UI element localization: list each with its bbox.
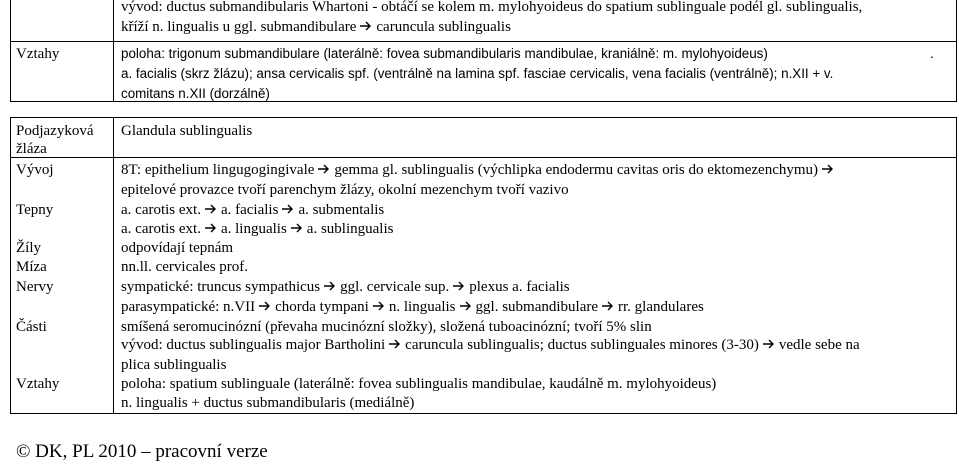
arrow-right-icon xyxy=(601,300,615,312)
top-vyvod-line1: vývod: ductus submandibularis Whartoni - obtáčí se kolem m. mylohyoideus do spatium sublinguale podél gl. sublingualis, xyxy=(121,0,863,15)
top-table-left-border xyxy=(10,0,11,102)
vyvoj-line1 xyxy=(121,160,838,180)
nervy-2e: rr. glandulares xyxy=(618,299,704,315)
top-vyvod-line2 xyxy=(121,17,511,37)
casti-line3: plica sublingualis xyxy=(121,357,227,373)
arrow-right-icon xyxy=(204,222,218,234)
top-vztahy-label: Vztahy xyxy=(16,46,60,62)
arrow-right-icon xyxy=(317,163,331,175)
arrow-right-icon xyxy=(821,163,835,175)
vyvoj-label: Vývoj xyxy=(16,162,54,178)
vztahy-label: Vztahy xyxy=(16,376,60,392)
miza-label: Míza xyxy=(16,259,47,275)
arrow-right-icon xyxy=(359,20,373,32)
top-table-col-divider xyxy=(113,0,114,102)
arrow-right-icon xyxy=(388,338,402,350)
tepny-2c: a. sublingualis xyxy=(306,221,394,237)
vyvoj-1a: 8T: epithelium lingugogingivale xyxy=(121,162,315,178)
top-table-right-border xyxy=(956,0,957,102)
arrow-right-icon xyxy=(452,280,466,292)
tepny-1c: a. submentalis xyxy=(298,202,385,218)
arrow-right-icon xyxy=(204,203,218,215)
top-vztahy-line1: poloha: trigonum submandibulare (laterálně: fovea submandibularis mandibulae, kraniálně: m. mylohyoideus) xyxy=(121,46,768,61)
nervy-line1 xyxy=(121,277,570,297)
nervy-1a: sympatické: truncus sympathicus xyxy=(121,279,321,295)
tepny-2a: a. carotis ext. xyxy=(121,221,201,237)
nervy-2a: parasympatické: n.VII xyxy=(121,299,256,315)
casti-line1: smíšená seromucinózní (převaha mucinózní složky), složená tuboacinózní; tvoří 5% slin xyxy=(121,319,652,335)
casti-line2 xyxy=(121,335,860,355)
zily-value: odpovídají tepnám xyxy=(121,240,234,256)
arrow-right-icon xyxy=(459,300,473,312)
arrow-right-icon xyxy=(290,222,304,234)
zily-label: Žíly xyxy=(16,240,41,256)
copyright-footer: © DK, PL 2010 – pracovní verze xyxy=(16,441,268,462)
nervy-2b: chorda tympani xyxy=(275,299,369,315)
vyvoj-line2: epitelové provazce tvoří parenchym žlázy, okolní mezenchym tvoří vazivo xyxy=(121,182,569,198)
arrow-right-icon xyxy=(762,338,776,350)
vztahy-line2: n. lingualis + ductus submandibularis (mediálně) xyxy=(121,395,415,411)
top-table-row-divider xyxy=(10,41,957,42)
casti-2a: vývod: ductus sublingualis major Bartholini xyxy=(121,337,386,353)
tepny-1a: a. carotis ext. xyxy=(121,202,201,218)
top-vyvod-line2-b: caruncula sublingualis xyxy=(376,19,511,35)
title-value: Glandula sublingualis xyxy=(121,123,253,139)
nervy-1b: ggl. cervicale sup. xyxy=(340,279,450,295)
bottom-table-right-border xyxy=(956,117,957,414)
casti-2c: vedle sebe na xyxy=(778,337,860,353)
casti-2b: caruncula sublingualis; ductus sublinguales minores (3-30) xyxy=(405,337,759,353)
bottom-table-top-border xyxy=(10,117,957,118)
nervy-2d: ggl. submandibulare xyxy=(475,299,599,315)
tepny-label: Tepny xyxy=(16,202,54,218)
title-label-2: žláza xyxy=(16,141,47,157)
top-vztahy-line3: comitans n.XII (dorzálně) xyxy=(121,86,270,101)
vztahy-line1: poloha: spatium sublinguale (laterálně: fovea sublingualis mandibulae, kaudálně m. mylohyoideus) xyxy=(121,376,717,392)
bottom-table-title-divider xyxy=(10,157,957,158)
arrow-right-icon xyxy=(281,203,295,215)
bottom-table-bottom-border xyxy=(10,413,957,414)
top-vyvod-line2-a: kříží n. lingualis u ggl. submandibulare xyxy=(121,19,357,35)
casti-label: Části xyxy=(16,319,47,335)
tepny-line1 xyxy=(121,200,384,220)
tepny-line2 xyxy=(121,219,393,239)
arrow-right-icon xyxy=(372,300,386,312)
tepny-2b: a. lingualis xyxy=(220,221,287,237)
miza-value: nn.ll. cervicales prof. xyxy=(121,259,249,275)
title-label-1: Podjazyková xyxy=(16,123,94,139)
tepny-1b: a. facialis xyxy=(220,202,279,218)
arrow-right-icon xyxy=(258,300,272,312)
top-vztahy-dot: . xyxy=(930,46,934,61)
nervy-line2 xyxy=(121,297,704,317)
arrow-right-icon xyxy=(323,280,337,292)
nervy-label: Nervy xyxy=(16,279,54,295)
nervy-1c: plexus a. facialis xyxy=(469,279,570,295)
bottom-table-left-border xyxy=(10,117,11,414)
nervy-2c: n. lingualis xyxy=(388,299,456,315)
bottom-table-col-divider xyxy=(113,117,114,414)
top-vztahy-line2: a. facialis (skrz žlázu); ansa cervicalis spf. (ventrálně na lamina spf. fasciae cervicalis, vena facialis (ventrálně); n.XII + v. xyxy=(121,66,834,81)
vyvoj-1b: gemma gl. sublingualis (výchlipka endodermu cavitas oris do ektomezenchymu) xyxy=(334,162,819,178)
